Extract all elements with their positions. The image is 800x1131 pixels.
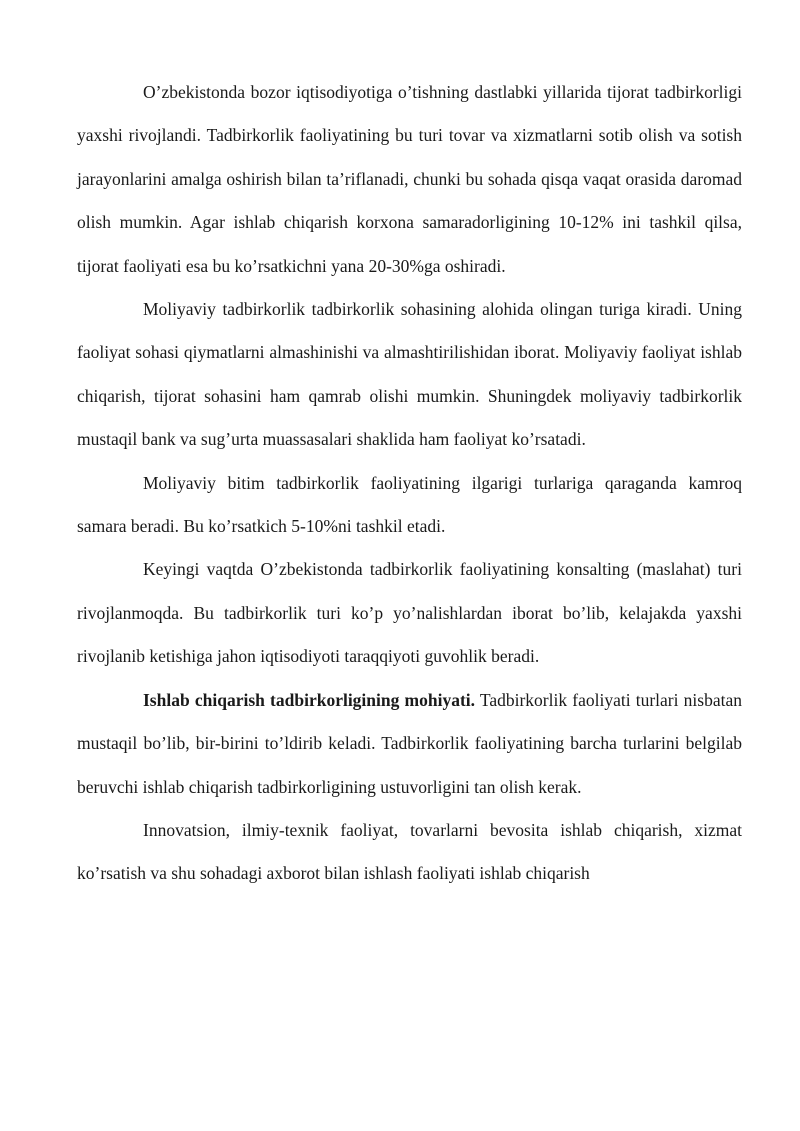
paragraph-commercial-entrepreneurship: [77, 71, 742, 288]
body-text: [77, 71, 742, 896]
paragraph-text: Tadbirkorlik faoliyati turlari nisbatan mustaqil bo’lib, bir-birini to’ldirib keladi. Tadbirkorlik faoliyatining barcha turlarini belgilab beruvchi ishlab chiqarish tadbirkorligining ustuvorligini tan olish kerak.: [77, 689, 742, 797]
paragraph-text: Innovatsion, ilmiy-texnik faoliyat, tovarlarni bevosita ishlab chiqarish, xizmat ko’rsatish va shu sohadagi axborot bilan ishlash faoliyati ishlab chiqarish: [77, 819, 742, 884]
paragraph-financial-transactions: [77, 462, 742, 549]
paragraph-financial-entrepreneurship: [77, 288, 742, 462]
paragraph-text: O’zbekistonda bozor iqtisodiyotiga o’tishning dastlabki yillarida tijorat tadbirkorligi yaxshi rivojlandi. Tadbirkorlik faoliyatining bu turi tovar va xizmatlarni sotib olish va sotish jarayonlarini amalga oshirish bilan ta’riflanadi, chunki bu sohada qisqa vaqat orasida daromad olish mumkin. Agar ishlab chiqarish korxona samaradorligining 10-12% ini tashkil qilsa, tijorat faoliyati esa bu ko’rsatkichni yana 20-30%ga oshiradi.: [77, 82, 742, 276]
paragraph-text: Moliyaviy tadbirkorlik tadbirkorlik sohasining alohida olingan turiga kiradi. Uning faoliyat sohasi qiymatlarni almashinishi va almashtirilishidan iborat. Moliyaviy faoliyat ishlab chiqarish, tijorat sohasini ham qamrab olishi mumkin. Shuningdek moliyaviy tadbirkorlik mustaqil bank va sug’urta muassasalari shaklida ham faoliyat ko’rsatadi.: [77, 299, 742, 450]
paragraph-production-essence: [77, 679, 742, 809]
paragraph-innovation: [77, 809, 742, 896]
paragraph-text: Keyingi vaqtda O’zbekistonda tadbirkorlik faoliyatining konsalting (maslahat) turi rivojlanmoqda. Bu tadbirkorlik turi ko’p yo’nalishlardan iborat bo’lib, kelajakda yaxshi rivojlanib ketishiga jahon iqtisodiyoti taraqqiyoti guvohlik beradi.: [77, 559, 742, 667]
section-heading-inline: Ishlab chiqarish tadbirkorligining mohiyati.: [143, 689, 476, 710]
paragraph-text: Moliyaviy bitim tadbirkorlik faoliyatining ilgarigi turlariga qaraganda kamroq samara beradi. Bu ko’rsatkich 5-10%ni tashkil etadi.: [77, 472, 742, 537]
paragraph-consulting: [77, 548, 742, 678]
